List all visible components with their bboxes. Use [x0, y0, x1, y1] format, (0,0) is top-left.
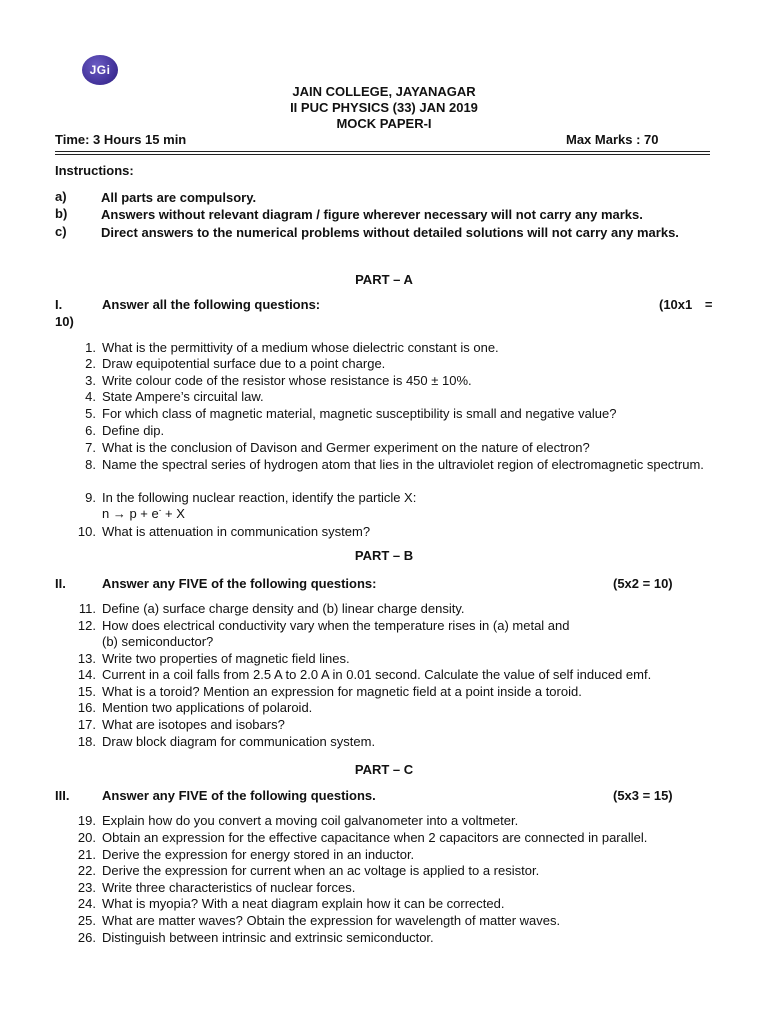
part-a-roman: I. [55, 297, 63, 312]
question-text: What is a toroid? Mention an expression for magnetic field at a point inside a toroid. [102, 684, 582, 699]
part-c-marks: (5x3 = 15) [613, 788, 673, 803]
question-text: Draw block diagram for communication system. [102, 734, 376, 749]
part-b-heading: Answer any FIVE of the following questions: [102, 576, 377, 591]
question-text: Write colour code of the resistor whose resistance is 450 ± 10%. [102, 373, 472, 388]
question-text: How does electrical conductivity vary when the temperature rises in (a) metal and [102, 618, 570, 633]
time-label: Time: 3 Hours 15 min [55, 132, 187, 147]
question-text: What is attenuation in communication system? [102, 524, 371, 539]
question-text: Define (a) surface charge density and (b) linear charge density. [102, 601, 465, 616]
question-number: 8. [85, 457, 96, 472]
college-logo [82, 55, 118, 85]
instruction-text: Direct answers to the numerical problems without detailed solutions will not carry any marks. [101, 225, 679, 240]
part-a-marks: (10x1 = [659, 297, 713, 312]
question-text: (b) semiconductor? [102, 634, 214, 649]
question-number: 18. [77, 734, 96, 749]
instruction-label: a) [55, 189, 67, 204]
question-number: 22. [77, 863, 96, 878]
question-text: Name the spectral series of hydrogen atom that lies in the ultraviolet region of electromagnetic spectrum. [102, 457, 704, 472]
part-a-title: PART – A [355, 272, 413, 287]
question-number: 13. [77, 651, 96, 666]
question-number: 21. [77, 847, 96, 862]
instructions-title: Instructions: [55, 163, 134, 178]
question-text: For which class of magnetic material, magnetic susceptibility is small and negative value? [102, 406, 617, 421]
question-text: What is the conclusion of Davison and Germer experiment on the nature of electron? [102, 440, 590, 455]
question-text: Explain how do you convert a moving coil galvanometer into a voltmeter. [102, 813, 519, 828]
logo-text: JGi [89, 63, 111, 77]
question-text: Obtain an expression for the effective capacitance when 2 capacitors are connected in parallel. [102, 830, 648, 845]
question-text: Define dip. [102, 423, 165, 438]
question-text: Draw equipotential surface due to a point charge. [102, 356, 386, 371]
reaction-right: + X [161, 506, 185, 521]
question-number: 10. [77, 524, 96, 539]
max-marks-label: Max Marks : 70 [566, 132, 659, 147]
question-number: 17. [77, 717, 96, 732]
instruction-text: All parts are compulsory. [101, 190, 257, 205]
question-text: In the following nuclear reaction, identify the particle X: [102, 490, 417, 505]
question-text: What are isotopes and isobars? [102, 717, 285, 732]
question-text: What are matter waves? Obtain the expression for wavelength of matter waves. [102, 913, 561, 928]
question-number: 3. [85, 373, 96, 388]
subject-title: II PUC PHYSICS (33) JAN 2019 [290, 100, 478, 115]
question-text: Current in a coil falls from 2.5 A to 2.0 A in 0.01 second. Calculate the value of self induced emf. [102, 667, 652, 682]
question-number: 24. [77, 896, 96, 911]
question-text: What is the permittivity of a medium whose dielectric constant is one. [102, 340, 499, 355]
question-text: Distinguish between intrinsic and extrinsic semiconductor. [102, 930, 434, 945]
question-text: Mention two applications of polaroid. [102, 700, 313, 715]
part-a-heading: Answer all the following questions: [102, 297, 321, 312]
header-rule-bottom [55, 154, 710, 155]
part-b-title: PART – B [354, 548, 414, 563]
question-number: 4. [85, 389, 96, 404]
question-number: 2. [85, 356, 96, 371]
header-rule-top [55, 151, 710, 152]
question-number: 19. [77, 813, 96, 828]
question-number: 12. [77, 618, 96, 633]
question-number: 26. [77, 930, 96, 945]
instruction-label: b) [55, 206, 68, 221]
part-c-title: PART – C [354, 762, 414, 777]
question-number: 1. [85, 340, 96, 355]
part-a-marks-cont: 10) [55, 314, 74, 329]
question-text: Derive the expression for energy stored in an inductor. [102, 847, 415, 862]
question-number: 23. [77, 880, 96, 895]
college-name: JAIN COLLEGE, JAYANAGAR [292, 84, 476, 99]
question-number: 9. [85, 490, 96, 505]
question-text: Derive the expression for current when an ac voltage is applied to a resistor. [102, 863, 540, 878]
question-text: What is myopia? With a neat diagram explain how it can be corrected. [102, 896, 505, 911]
part-c-roman: III. [55, 788, 70, 803]
part-c-heading: Answer any FIVE of the following questions. [102, 788, 376, 803]
question-number: 6. [85, 423, 96, 438]
question-text: Write two properties of magnetic field lines. [102, 651, 350, 666]
part-b-roman: II. [55, 576, 66, 591]
instruction-label: c) [55, 224, 67, 239]
question-number: 11. [78, 601, 96, 616]
instruction-text: Answers without relevant diagram / figure wherever necessary will not carry any marks. [101, 207, 643, 222]
reaction-sup: - [158, 505, 162, 515]
question-number: 7. [85, 440, 96, 455]
question-number: 5. [85, 406, 96, 421]
reaction-left: n → p + e [102, 506, 159, 521]
question-number: 20. [77, 830, 96, 845]
question-text: State Ampere’s circuital law. [102, 389, 264, 404]
part-b-marks: (5x2 = 10) [613, 576, 673, 591]
question-number: 15. [77, 684, 96, 699]
question-text: Write three characteristics of nuclear forces. [102, 880, 356, 895]
question-number: 25. [77, 913, 96, 928]
paper-title: MOCK PAPER-I [336, 116, 432, 131]
question-number: 14. [77, 667, 96, 682]
question-number: 16. [77, 700, 96, 715]
